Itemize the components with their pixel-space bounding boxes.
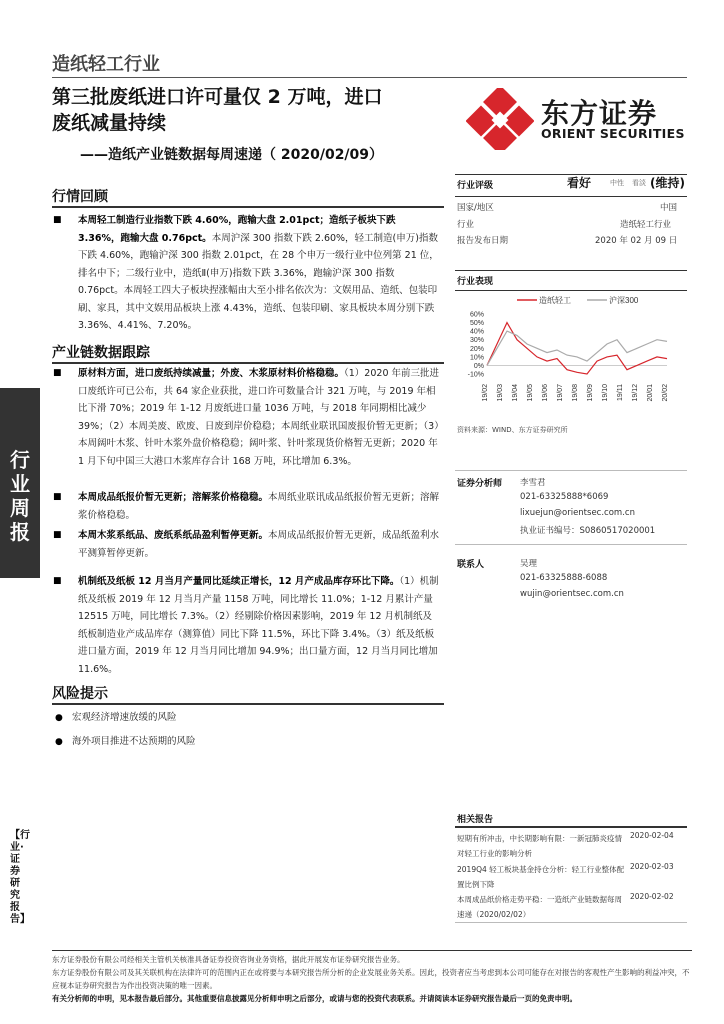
legend-label: 造纸轻工 (539, 296, 571, 305)
side-tab-label: 行业周报 (10, 448, 30, 544)
bullet-icon: ■ (53, 530, 62, 540)
related-item-date: 2020-02-04 (630, 831, 674, 840)
market-review-lead: 本周轻工制造行业指数下跌 4.60%，跑输大盘 2.01pct；造纸子板块下跌 3.36%，跑输大盘 0.76pct。 (78, 215, 396, 244)
rating-bearish: 看淡 (632, 179, 646, 187)
rating-row-value: 2020 年 02 月 09 日 (595, 236, 678, 246)
y-tick-label: 30% (469, 337, 484, 345)
legend-label: 沪深300 (609, 296, 639, 305)
chain-item-2-body: 本周纸业联讯成品纸报价暂无更新；溶解浆价格稳稳。 (78, 492, 440, 521)
x-tick-label: 19/09 (587, 384, 594, 402)
x-tick-label: 19/08 (572, 384, 579, 402)
rating-row-key: 国家/地区 (457, 203, 494, 213)
chart-source: 资料来源：WIND、东方证券研究所 (457, 426, 568, 434)
related-bottom-rule (455, 922, 687, 923)
footer-line-1: 东方证券股份有限公司经相关主管机关核准具备证券投资咨询业务资格，据此开展发布证券研究报告业务。 (52, 955, 405, 964)
series-line (487, 331, 667, 365)
related-item-date: 2020-02-02 (630, 892, 674, 901)
bullet-icon: ● (55, 713, 63, 723)
analyst-name: 李雪君 (520, 478, 546, 488)
contact-phone: 021-63325888-6088 (520, 573, 608, 583)
section-rule (52, 362, 444, 364)
chain-tracking-heading: 产业链数据跟踪 (52, 345, 150, 361)
rating-rule (455, 196, 687, 197)
performance-rule (455, 290, 687, 291)
risk-item-2: 海外项目推进不达预期的风险 (72, 736, 196, 747)
analyst-rule (455, 470, 687, 471)
x-tick-label: 19/06 (542, 384, 549, 402)
rating-row-value: 中国 (660, 203, 678, 213)
logo-name: 东方证券 (541, 97, 658, 130)
related-item-title[interactable]: 本周成品纸价格走势平稳：一造纸产业链数据每周速递（2020/02/02） (457, 895, 622, 919)
top-rule (52, 77, 687, 78)
y-tick-label: 20% (469, 345, 484, 353)
x-tick-label: 20/01 (647, 384, 654, 402)
risk-item-1: 宏观经济增速放缓的风险 (72, 712, 177, 723)
chain-item-4-body: （1）机制纸及纸板 2019 年 12 月当月产量 1158 万吨，同比增长 11.0%；1-12 月累计产量 12515 万吨，同比增长 7.3%。（2）经剔除价格因素影响，2019 年 12 月机制纸及纸板制造业产成品库存（测算值）同比下降 11.5%，环比下降 3.4%。（3）纸及纸板进口量方面，2019 年 12 月当月同比增加 94.9%；出口量方面，12 月当月同比增加 11.6%。 (78, 576, 439, 675)
report-title (52, 84, 432, 136)
contact-label: 联系人 (457, 560, 485, 570)
series-line (487, 323, 667, 374)
related-item-date: 2020-02-03 (630, 862, 674, 871)
rating-row-key: 行业 (457, 220, 475, 230)
y-tick-label: 0% (473, 362, 484, 370)
chain-item-3-lead: 本周木浆系纸品、废纸系纸品盈利暂停更新。 (78, 530, 269, 541)
related-item-title[interactable]: 短期有所冲击，中长期影响有限：一新冠肺炎疫情对轻工行业的影响分析 (457, 834, 622, 858)
title-line-1: 第三批废纸进口许可量仅 2 万吨，进口 (52, 86, 383, 108)
x-tick-label: 19/10 (602, 384, 609, 402)
contact-rule (455, 544, 687, 545)
sector-title: 造纸轻工行业 (52, 54, 160, 75)
contact-name: 吴理 (520, 559, 538, 569)
title-line-2: 废纸减量持续 (52, 112, 167, 134)
market-review-heading: 行情回顾 (52, 189, 108, 205)
footer-line-2: 东方证券股份有限公司及其关联机构在法律许可的范围内正在或将要与本研究报告所分析的企业发展业务关系。因此，投资者应当考虑到本公司可能存在对报告的客观性产生影响的利益冲突，不应视本证券研究报告为作出投资决策的唯一因素。 (52, 968, 690, 990)
rating-maintain: (维持) (650, 176, 685, 190)
chain-item-1-lead: 原材料方面，进口废纸持续减量；外废、木浆原材料价格稳稳。 (78, 368, 345, 379)
y-tick-label: 50% (469, 320, 484, 328)
related-item-title[interactable]: 2019Q4 轻工板块基金持仓分析：轻工行业整体配置比例下降 (457, 865, 625, 889)
bullet-icon: ■ (53, 215, 62, 225)
chain-item-3 (78, 527, 440, 562)
contact-email[interactable]: wujin@orientsec.com.cn (520, 589, 624, 599)
market-review-paragraph (78, 212, 440, 335)
y-tick-label: 40% (469, 328, 484, 336)
footer-line-3: 有关分析师的申明，见本报告最后部分。其他重要信息披露见分析师申明之后部分，或请与您的投资代表联系。并请阅读本证券研究报告最后一页的免责申明。 (52, 994, 577, 1003)
section-rule (52, 703, 444, 705)
chain-item-2-lead: 本周成品纸报价暂无更新；溶解浆价格稳稳。 (78, 492, 269, 503)
chain-item-3-body: 本周成品纸报价暂无更新，成品纸盈利水平测算暂停更新。 (78, 530, 440, 559)
x-tick-label: 19/12 (632, 384, 639, 402)
chain-item-1-body: （1）2020 年前三批进口废纸许可已公布，共 64 家企业获批，进口许可数量合计 321 万吨，与 2019 年相比下滑 70%；2019 年 1-12 月废纸进口量 1036 万吨，与 2018 年同期相比减少 39%；（2）本周美废、欧废、日废到岸价稳稳；本周纸业联讯国废报价暂无更新；（3）本周阔叶木浆、针叶木浆外盘价格稳稳；阔叶浆、针叶浆现货价格暂无更新；2020 年 1 月下旬中国三大港口木浆库存合计 168 万吨，环比增加 6.3%。 (78, 368, 440, 467)
chain-item-1 (78, 365, 440, 470)
related-heading: 相关报告 (457, 815, 494, 825)
x-tick-label: 19/02 (482, 384, 489, 402)
market-review-body: 本周沪深 300 指数下跌 2.60%，轻工制造(申万)指数下跌 4.60%，跑输沪深 300 指数 2.01pct，在 28 个申万一级行业中位列第 21 位，排名中下；二级行业中，造纸Ⅱ(申万)指数下跌 3.36%，跑输沪深 300 指数 0.76pct。本周轻工四大子板块捏涨幅由大至小排名依次为：文娱用品、造纸、包装印刷、家具，其中文娱用品板块上涨 4.43%，造纸、包装印刷、家具板块本周分别下跌 3.36%、4.41%、7.20%。 (78, 232, 439, 331)
performance-chart (455, 292, 687, 412)
analyst-phone: 021-63325888*6069 (520, 492, 609, 502)
y-tick-label: -10% (467, 371, 484, 379)
chain-item-2 (78, 489, 440, 524)
orient-logo-icon (466, 88, 534, 150)
x-tick-label: 19/03 (497, 384, 504, 402)
side-category-label: 【行业·证券研究报告】 (10, 830, 30, 925)
x-tick-label: 19/07 (557, 384, 564, 402)
rating-row-key: 报告发布日期 (457, 236, 509, 246)
related-rule (455, 826, 687, 828)
bullet-icon: ■ (53, 576, 62, 586)
chain-item-4 (78, 573, 440, 678)
chain-item-4-lead: 机制纸及纸板 12 月当月产量同比延续正增长，12 月产成品库存环比下降。 (78, 576, 400, 587)
analyst-label: 证券分析师 (457, 479, 503, 489)
report-subtitle: ——造纸产业链数据每周速递（ 2020/02/09） (80, 147, 384, 163)
section-rule (52, 206, 444, 208)
rating-neutral: 中性 (610, 179, 624, 187)
x-tick-label: 20/02 (662, 384, 669, 402)
rating-value: 看好 (567, 176, 592, 190)
logo-english-name: ORIENT SECURITIES (541, 126, 685, 141)
footer-rule (52, 950, 692, 951)
analyst-email[interactable]: lixuejun@orientsec.com.cn (520, 508, 635, 518)
y-tick-label: 10% (469, 354, 484, 362)
x-tick-label: 19/11 (617, 384, 624, 401)
rating-label: 行业评级 (457, 181, 494, 191)
bullet-icon: ● (55, 737, 63, 747)
performance-heading: 行业表现 (457, 277, 494, 287)
bullet-icon: ■ (53, 368, 62, 378)
x-tick-label: 19/04 (512, 384, 519, 402)
y-tick-label: 60% (469, 311, 484, 319)
performance-top-rule (455, 270, 687, 271)
rating-row-value: 造纸轻工行业 (620, 220, 672, 230)
risks-heading: 风险提示 (52, 686, 108, 702)
analyst-cert: 执业证书编号：S0860517020001 (520, 526, 656, 536)
bullet-icon: ■ (53, 492, 62, 502)
x-tick-label: 19/05 (527, 384, 534, 402)
